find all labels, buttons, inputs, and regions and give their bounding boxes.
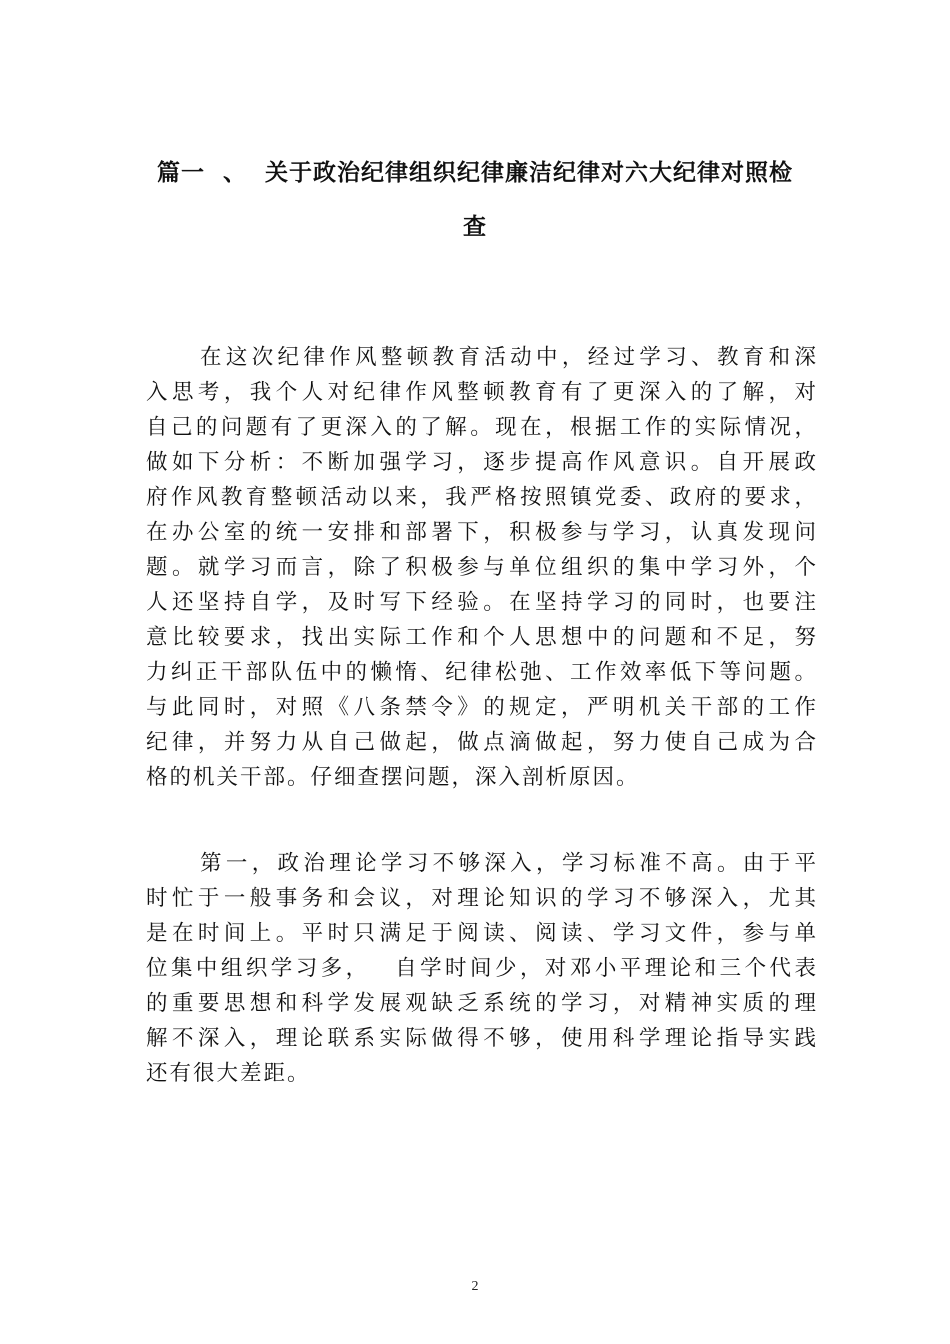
- paragraph-line: 府作风教育整顿活动以来，我严格按照镇党委、政府的要求，: [146, 485, 818, 510]
- paragraph-line: 入思考，我个人对纪律作风整顿教育有了更深入的了解，对: [146, 380, 818, 405]
- paragraph-line: 题。就学习而言，除了积极参与单位组织的集中学习外，个: [146, 555, 818, 580]
- title-separator: 、: [223, 160, 247, 186]
- paragraph-1: [146, 340, 818, 795]
- paragraph-line: 做如下分析：不断加强学习，逐步提高作风意识。自开展政: [146, 450, 818, 475]
- title-prefix: 篇一: [157, 160, 205, 186]
- paragraph-line: 是在时间上。平时只满足于阅读、阅读、学习文件，参与单: [146, 921, 818, 946]
- paragraph-line: 纪律，并努力从自己做起，做点滴做起，努力使自己成为合: [146, 730, 818, 755]
- paragraph-2: [146, 846, 818, 1091]
- paragraph-line: 位集中组织学习多， 自学时间少，对邓小平理论和三个代表: [146, 956, 818, 981]
- paragraph-line: 人还坚持自学，及时写下经验。在坚持学习的同时，也要注: [146, 590, 818, 615]
- paragraph-line: 意比较要求，找出实际工作和个人思想中的问题和不足，努: [146, 625, 818, 650]
- paragraph-line: 时忙于一般事务和会议，对理论知识的学习不够深入，尤其: [146, 886, 818, 911]
- paragraph-line: 的重要思想和科学发展观缺乏系统的学习，对精神实质的理: [146, 991, 818, 1016]
- paragraph-line: 与此同时，对照《八条禁令》的规定，严明机关干部的工作: [146, 695, 818, 720]
- title-line-1: 关于政治纪律组织纪律廉洁纪律对六大纪律对照检: [265, 160, 793, 186]
- paragraph-line: 还有很大差距。: [146, 1061, 311, 1086]
- document-title: [0, 154, 950, 187]
- paragraph-line: 在办公室的统一安排和部署下，积极参与学习，认真发现问: [146, 520, 818, 545]
- paragraph-line: 格的机关干部。仔细查摆问题，深入剖析原因。: [146, 765, 640, 790]
- paragraph-line: 力纠正干部队伍中的懒惰、纪律松弛、工作效率低下等问题。: [146, 660, 818, 685]
- page-number: 2: [471, 1279, 479, 1294]
- paragraph-line: 解不深入，理论联系实际做得不够，使用科学理论指导实践: [146, 1026, 818, 1051]
- paragraph-line: 自己的问题有了更深入的了解。现在，根据工作的实际情况，: [146, 415, 818, 440]
- document-title-continued: [0, 208, 950, 241]
- paragraph-line: 第一，政治理论学习不够深入，学习标准不高。由于平: [200, 851, 818, 876]
- paragraph-line: 在这次纪律作风整顿教育活动中，经过学习、教育和深: [200, 345, 818, 370]
- title-line-2: 查: [463, 214, 487, 240]
